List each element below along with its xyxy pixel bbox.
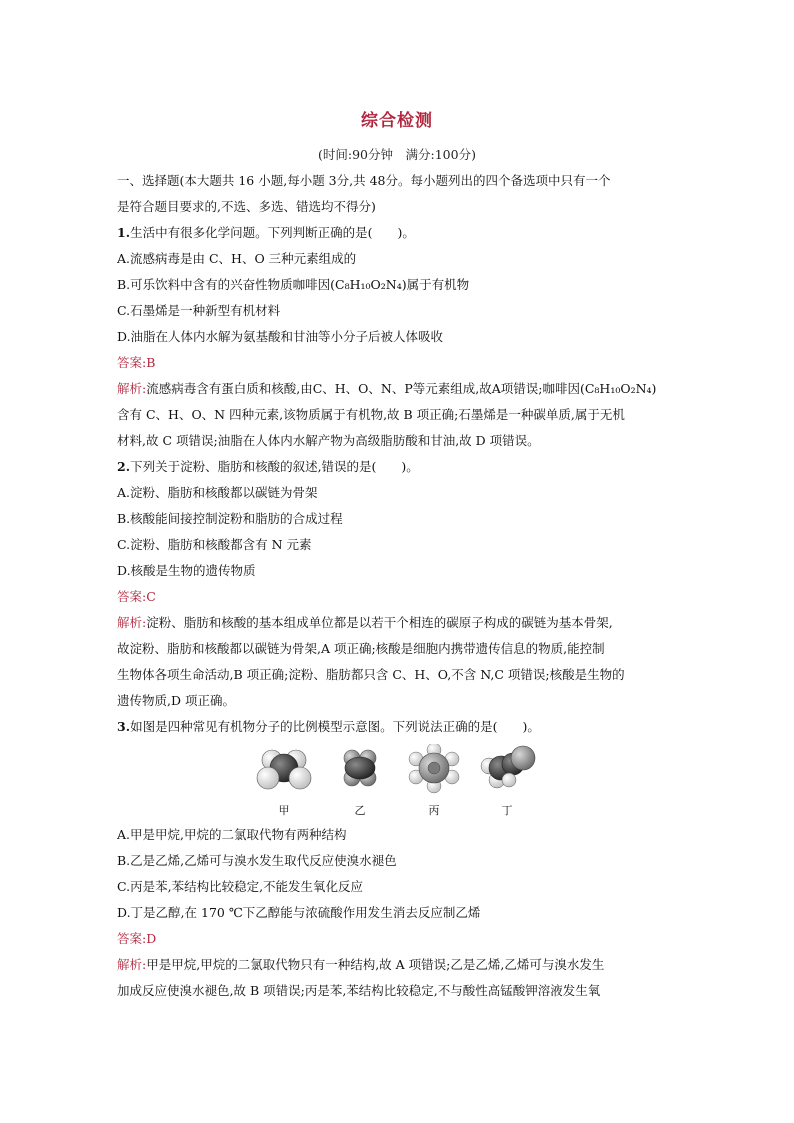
analysis-line: 加成反应使溴水褪色,故 B 项错误;丙是苯,苯结构比较稳定,不与酸性高锰酸钾溶液发生氧 — [117, 983, 601, 998]
option-a: A.流感病毒是由 C、H、O 三种元素组成的 — [117, 251, 357, 266]
exam-info: (时间:90分钟 满分:100分) — [318, 147, 476, 162]
option-d: D.油脂在人体内水解为氨基酸和甘油等小分子后被人体吸收 — [117, 329, 444, 344]
analysis-text: 淀粉、脂肪和核酸的基本组成单位都是以若干个相连的碳原子构成的碳链为基本骨架, — [146, 615, 613, 630]
answer-value: C — [146, 589, 156, 604]
option-b: B.乙是乙烯,乙烯可与溴水发生取代反应使溴水褪色 — [117, 853, 397, 868]
question-stem: 如图是四种常见有机物分子的比例模型示意图。下列说法正确的是( )。 — [130, 719, 540, 734]
answer-label: 答案: — [117, 355, 147, 370]
analysis-label: 解析: — [117, 957, 147, 972]
option-b: B.核酸能间接控制淀粉和脂肪的合成过程 — [117, 511, 343, 526]
methane-model — [254, 744, 314, 794]
question-2 — [117, 454, 682, 480]
question-stem: 生活中有很多化学问题。下列判断正确的是( )。 — [130, 225, 415, 240]
answer-row — [117, 584, 682, 610]
question-number: 1. — [117, 225, 131, 240]
option-a: A.淀粉、脂肪和核酸都以碳链为骨架 — [117, 485, 318, 500]
analysis-line — [117, 376, 682, 402]
figure-label-jia: 甲 — [278, 804, 290, 817]
analysis-line — [117, 952, 682, 978]
answer-row — [117, 350, 682, 376]
ethanol-model — [477, 744, 537, 794]
molecule-figure — [117, 744, 682, 818]
analysis-line — [117, 610, 682, 636]
analysis-line: 材料,故 C 项错误;油脂在人体内水解产物为高级脂肪酸和甘油,故 D 项错误。 — [117, 433, 540, 448]
analysis-label: 解析: — [117, 381, 147, 396]
page-title: 综合检测 — [361, 111, 433, 131]
section-heading-line1: 一、选择题(本大题共 16 小题,每小题 3分,共 48分。每小题列出的四个备选项中只有一个 — [117, 173, 611, 188]
answer-row — [117, 926, 682, 952]
figure-label-ding: 丁 — [501, 804, 513, 817]
option-d: D.丁是乙醇,在 170 ℃下乙醇能与浓硫酸作用发生消去反应制乙烯 — [117, 905, 481, 920]
question-stem: 下列关于淀粉、脂肪和核酸的叙述,错误的是( )。 — [130, 459, 419, 474]
answer-value: D — [146, 931, 157, 946]
option-d: D.核酸是生物的遗传物质 — [117, 563, 256, 578]
ethylene-model — [330, 744, 390, 794]
option-c: C.淀粉、脂肪和核酸都含有 N 元素 — [117, 537, 312, 552]
analysis-line: 生物体各项生命活动,B 项正确;淀粉、脂肪都只含 C、H、O,不含 N,C 项错误;核酸是生物的 — [117, 667, 625, 682]
figure-label-yi: 乙 — [354, 804, 366, 817]
option-b: B.可乐饮料中含有的兴奋性物质咖啡因(C₈H₁₀O₂N₄)属于有机物 — [117, 277, 470, 292]
analysis-line: 故淀粉、脂肪和核酸都以碳链为骨架,A 项正确;核酸是细胞内携带遗传信息的物质,能控制 — [117, 641, 605, 656]
figure-label-bing: 丙 — [428, 804, 440, 817]
analysis-label: 解析: — [117, 615, 147, 630]
option-a: A.甲是甲烷,甲烷的二氯取代物有两种结构 — [117, 827, 347, 842]
exam-content — [117, 168, 682, 1004]
question-3 — [117, 714, 682, 740]
section-heading-line2: 是符合题目要求的,不选、多选、错选均不得分) — [117, 199, 376, 214]
analysis-text: 甲是甲烷,甲烷的二氯取代物只有一种结构,故 A 项错误;乙是乙烯,乙烯可与溴水发生 — [146, 957, 605, 972]
benzene-model — [404, 744, 464, 794]
option-c: C.丙是苯,苯结构比较稳定,不能发生氧化反应 — [117, 879, 364, 894]
option-c: C.石墨烯是一种新型有机材料 — [117, 303, 281, 318]
answer-value: B — [146, 355, 156, 370]
analysis-text: 流感病毒含有蛋白质和核酸,由C、H、O、N、P等元素组成,故A项错误;咖啡因(C₈H₁₀O₂N₄) — [146, 381, 657, 396]
analysis-line: 遗传物质,D 项正确。 — [117, 693, 235, 708]
question-1 — [117, 220, 682, 246]
question-number: 3. — [117, 719, 131, 734]
analysis-line: 含有 C、H、O、N 四种元素,该物质属于有机物,故 B 项正确;石墨烯是一种碳单质,属于无机 — [117, 407, 625, 422]
answer-label: 答案: — [117, 589, 147, 604]
answer-label: 答案: — [117, 931, 147, 946]
question-number: 2. — [117, 459, 131, 474]
